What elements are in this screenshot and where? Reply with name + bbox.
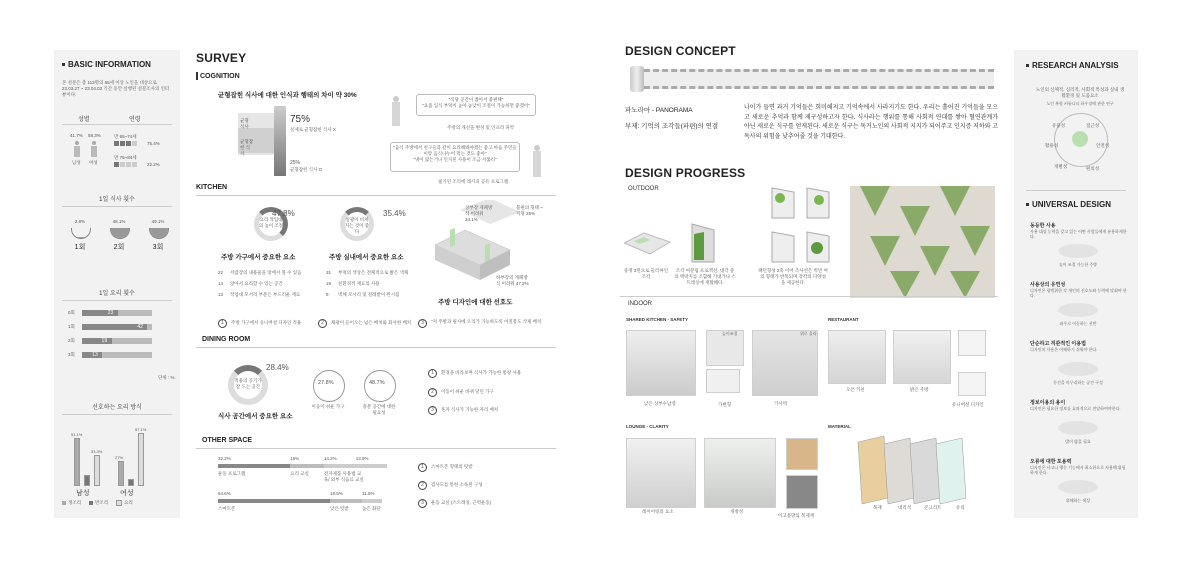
gender-female-label: 여성 (89, 160, 98, 165)
female-person-icon (91, 141, 97, 157)
gender-title: 성별 (78, 117, 90, 123)
ud-item-desc: 디자인의 사용은 이해하기 쉬워야 한다. (1030, 347, 1098, 352)
research-node-5: 개별성 (1054, 164, 1068, 169)
basic-info-title: BASIC INFORMATION (62, 60, 151, 69)
other-pct: 32.2% (218, 456, 231, 461)
ud-item-desc: 사용 대상 능력을 갖고 있는 어떤 사람들에게 유용하게한다. (1030, 229, 1127, 240)
cook-value: 23 (107, 309, 114, 316)
kitchen-list-text: 작업대 모서리 부분은 부드러운 재료 (230, 292, 301, 297)
restaurant-photo-1 (828, 330, 886, 384)
cook-bar-fill (82, 338, 112, 344)
outdoor-caption-1: 중정 3면으로 둘러싸인 조각 (623, 268, 669, 280)
dining-caption: 식사 공간에서 중요한 요소 (218, 413, 293, 420)
outdoor-caption-3: 패턴형성 2축 이어 측사선은 벽면 여의 형태가 반복되며 강각의 다양성을 제공한다. (758, 268, 828, 286)
tiny-label-1: 높이조절 (722, 331, 738, 336)
bowl-fill (111, 228, 129, 238)
cook-row-label: 0회 (68, 310, 75, 315)
dining-circle-2-text: 이동이 쉬운 가구 (311, 404, 345, 409)
other-label: 전자제품 사용법 교육/ 외부 식음료 교실 (323, 471, 364, 483)
other-label: 운동 프로그램 (218, 471, 246, 476)
rest-caption-3: 유니버설 디자인 (952, 402, 984, 407)
dining-circle-2-pct: 27.8% (318, 380, 334, 386)
quote2: "음식 주방에서 친구들과 같이 요리해봐야겠는 좋고 마음 주민들이랑 음식나누어 먹는 것도 좋아" (393, 145, 517, 157)
research-desc: 노인의 신체적, 심리적, 사회적 특성과 실내 생활환경 및 도움요소 (1035, 87, 1125, 99)
quote1: "식당 공간이 좁아서 불편해" (448, 97, 504, 102)
age-1-pct: 75.4% (147, 141, 160, 146)
ud-item-caption: 동선을 마무리하는 공간 구성 (1053, 380, 1103, 385)
square-bullet-icon (1026, 64, 1029, 67)
kitchen-list-num: 14 (218, 281, 224, 286)
pref-legend (62, 500, 133, 506)
other-bar-seg (218, 464, 290, 468)
cognition-side-top: 균형 식사 (240, 118, 249, 130)
kitchen-caption-3: 주방 디자인에 대한 선호도 (438, 299, 513, 306)
other-label: 높은 화단 (362, 506, 381, 511)
ud-item-caption: 발이 밟을 필요 (1065, 439, 1091, 444)
outdoor-panel-c (770, 230, 798, 266)
kitchen-donut-2-text: 일광이 비쳐지는 것이 좋다 (344, 217, 370, 235)
meal-label: 3회 (152, 244, 164, 251)
kitchen-point-3: 3 "저 주방과 필사에 오리가 가능하도록 어질봉도 삭제 배치 (418, 319, 548, 328)
lounge-caption-1: 레이어링의 요소 (642, 509, 674, 514)
other-bar-seg (356, 464, 387, 468)
elderly-figure-2 (530, 145, 544, 181)
pref-bar (138, 433, 144, 486)
research-node-6: 편의성 (1086, 166, 1100, 171)
cook-title: 1일 요리 횟수 (99, 291, 135, 297)
ud-item-title: 정보이용의 용이 (1030, 400, 1066, 406)
pref-group-label: 남성 (76, 490, 90, 497)
ud-item-desc: 디자인은 광범위한 각 개인의 선호도와 능력에 맞춰야 한다. (1030, 288, 1127, 299)
progress-title: DESIGN PROGRESS (625, 166, 746, 180)
quote1b: "요즘 입식 부엌이 높아 높낮이 조절이 가능하면 좋겠어" (422, 103, 530, 109)
ud-item-caption: 위해하는 색상 (1065, 498, 1091, 503)
kitchen-iso-label-2: 불편의 형태 ~지형 26% (516, 205, 543, 217)
dining-header: DINING ROOM (202, 336, 251, 343)
other-pct: 64.6% (218, 491, 231, 496)
lounge-photo-2 (704, 438, 776, 508)
age-2-label: 만 75~84세 (114, 155, 137, 160)
male-person-icon (74, 141, 80, 157)
ud-item-caption: 높이 조절 가능한 주방 (1058, 262, 1098, 267)
dining-point-2: 2 이동이 쉬운 바퀴 달린 가구 (428, 388, 494, 397)
cognition-desc2: 균형잡힌 식사 O (290, 167, 323, 172)
kitchen-donut-1-text: 요리 작업대의 높이 조절 (258, 217, 284, 229)
outdoor-label: OUTDOOR (628, 186, 659, 192)
ud-item-title: 오류에 대한 포용력 (1030, 459, 1072, 465)
ud-item-desc: 디자인은 필요한 정보를 효과적으로 전달하여야한다. (1030, 406, 1121, 411)
shared-caption-3: 가사벽 (774, 401, 788, 406)
age-1-bars (114, 141, 137, 146)
other-bar-seg (290, 464, 324, 468)
lounge-label: LOUNGE - CLARITY (626, 424, 669, 429)
research-node-2: 접근성 (1086, 123, 1100, 128)
outdoor-render (850, 186, 995, 298)
kitchen-list-text: 서랍장의 내용물을 밖에서 볼 수 있음 (230, 270, 302, 275)
shared-photo-1 (626, 330, 696, 396)
pref-bar (94, 455, 100, 486)
meal-pct: 2.8% (74, 219, 86, 224)
cook-row-label: 3회 (68, 352, 75, 357)
ud-item-illustration (1058, 303, 1098, 317)
pref-bar (74, 438, 80, 486)
bowl-icon (149, 228, 169, 239)
kitchen-point-2: 2 채광이 들어오는 넓은 배치와 화사한 배치 (318, 319, 411, 328)
pref-group-label: 여성 (120, 490, 134, 497)
meals-divider (62, 206, 172, 207)
concept-sub: 부제: 기억의 조각들(파편)의 연결 (625, 123, 719, 130)
mat-caption-1: 목재 (873, 505, 882, 510)
cook-value: 19 (101, 337, 108, 344)
cook-row-label: 2회 (68, 338, 75, 343)
meal-label: 1회 (74, 244, 86, 251)
kitchen-list-num: 31 (326, 270, 332, 275)
other-pct: 18.5% (330, 491, 343, 496)
gender-male-label: 남성 (72, 160, 81, 165)
other-bar-seg (330, 499, 362, 503)
meal-pct: 48.1% (112, 219, 126, 224)
kitchen-list-text: 부엌의 색상은 전체적으로 밝은 색채 (338, 270, 409, 275)
dining-circle-3-text: 충분 공간에 대한 필요성 (362, 404, 396, 416)
restaurant-photo-4 (958, 372, 986, 396)
shared-label: SHARED KITCHEN - SAFETY (626, 317, 689, 322)
ud-item-illustration (1058, 421, 1098, 435)
research-node-3: 활용성 (1045, 143, 1059, 148)
basic-info-panel (54, 50, 180, 518)
indoor-divider (620, 296, 998, 297)
legend-1: 반조리 (95, 500, 109, 505)
cognition-desc1: 실제로 균형잡힌 식사 X (290, 127, 336, 132)
ud-item-caption: 좌우로 이동하는 선반 (1059, 321, 1097, 326)
kitchen-iso-label-3: 하부장의 개폐방식 어려워 47.2% (496, 275, 529, 287)
shared-photo-3 (706, 369, 740, 393)
ud-item-illustration (1058, 362, 1098, 376)
quote-box-1 (416, 94, 536, 116)
cognition-headline: 균형잡힌 식사에 대한 인식과 행태의 차이 약 30% (218, 92, 357, 99)
pref-divider (62, 414, 172, 415)
lounge-swatch-wood (786, 438, 818, 470)
pref-bar (128, 479, 134, 486)
square-bullet-icon (196, 72, 198, 80)
film-strip (630, 66, 1000, 92)
concept-body: 나이가 들면 과거 기억들은 희미해지고 기억속에서 사라지기도 한다. 우리는 흩어진 기억들을 모으고 새로운 추억과 함께 재구성하고자 한다. 식사라는 행위를 통해 사회적 연대를 쌓아 혈연관계가 아닌 새로운 식구를 얻게된다. 새로운 식구는 독거노인의 사회적 지지가 되어주고 인지증 저하와 고독사의 위험을 낮추어줄 것을 기대한다. (744, 105, 998, 140)
lounge-swatch-gray (786, 475, 818, 509)
age-1-label: 만 65~74세 (114, 134, 137, 139)
outdoor-caption-2: 조각 여분림 프로젝션, 대각 중의 맥락지를 조합해 기대가나 스트레칭에 재활해다. (674, 268, 736, 286)
dining-point-3: 3 혼자 식사가 가능한 자리 배치 (428, 406, 498, 415)
ud-item-illustration (1058, 480, 1098, 494)
research-core (1072, 131, 1088, 147)
outdoor-site-plan (624, 228, 672, 258)
dining-circle-3-pct: 48.7% (369, 380, 385, 386)
research-node-4: 안전성 (1096, 143, 1110, 148)
other-label: 요리 교실 (290, 471, 309, 476)
gender-female-pct: 58.3% (88, 133, 101, 138)
cook-value: 42 (137, 323, 143, 330)
ud-item-desc: 디자인은 사고나 행동 기능에서 최소한으로 사용해 위험하게 한다. (1030, 465, 1126, 476)
kitchen-iso-label-1: 상부장 개폐방식 어려워 34.1% (465, 205, 493, 223)
gender-divider (62, 124, 172, 125)
other-pct: 13.9% (355, 456, 369, 461)
other-point-1: 1 스마트폰 형태의 텃밭 (418, 463, 473, 472)
other-label: 스마트폰 (218, 506, 236, 511)
cognition-header: COGNITION (196, 72, 240, 80)
gender-male-pct: 41.7% (70, 133, 83, 138)
other-pct: 15% (290, 456, 300, 461)
mat-caption-3: 콘크리트 (924, 505, 942, 510)
outdoor-panel-d (805, 230, 833, 266)
cook-row-label: 1회 (68, 324, 75, 329)
cognition-pct2: 25% (290, 160, 301, 166)
bowl-fill (72, 237, 90, 238)
legend-2: 요리 (124, 500, 133, 505)
outdoor-panel-b (805, 186, 833, 222)
material-label: MATERIAL (828, 424, 851, 429)
other-bar-seg (362, 499, 382, 503)
rest-caption-2: 밝은 주방 (910, 387, 929, 392)
kitchen-list-num: 22 (218, 270, 224, 275)
kitchen-point-1: 1 주방 가구에서 유니버설 디자인 적용 (218, 319, 301, 328)
other-point-2: 2 검사도를 통한 소독된 구성 (418, 481, 483, 490)
ud-item-title: 단순하고 직관적인 이용법 (1030, 341, 1086, 347)
kitchen-caption-1: 주방 가구에서 중요한 요소 (221, 254, 296, 261)
kitchen-divider (196, 195, 556, 196)
quote-box-2 (390, 142, 520, 172)
meals-title: 1일 식사 횟수 (99, 197, 135, 203)
outdoor-wedge (690, 222, 718, 266)
other-divider (196, 448, 556, 449)
kitchen-donut-2-pct: 35.4% (383, 209, 406, 218)
elderly-figure-1 (390, 96, 402, 130)
material-panels (854, 434, 974, 506)
restaurant-photo-3 (958, 330, 986, 356)
research-node-1: 유용성 (1052, 123, 1066, 128)
cognition-bar (274, 106, 286, 176)
square-bullet-icon (1026, 203, 1029, 206)
other-bar-seg (324, 464, 356, 468)
square-bullet-icon (62, 63, 65, 66)
ud-title: UNIVERSAL DESIGN (1026, 200, 1111, 209)
concept-name: 파노라마 - PANORAMA (625, 107, 693, 114)
kitchen-list-text: 친환경적 재료의 사용 (338, 281, 380, 286)
pref-value: 57.1% (135, 426, 147, 432)
basic-intro: 본 설문은 총 113명의 65세 이상 노인을 대상으로 23.03.27 ~ 23.04.03 기간 동안 실행된 설문조사의 인터뷰이다. (62, 80, 170, 98)
shared-caption-2: 가변형 (718, 402, 732, 407)
kitchen-list-num: 9 (326, 292, 329, 297)
ud-item-illustration (1058, 244, 1098, 258)
other-pct: 14.2% (323, 456, 337, 461)
survey-title: SURVEY (196, 51, 247, 65)
mat-caption-4: 유리 (956, 505, 965, 510)
restaurant-label: RESTAURANT (828, 317, 859, 322)
pref-bar (84, 475, 90, 486)
outdoor-panel-a (770, 186, 798, 222)
quote2b: "냉이 많는거나 인지된 사용이 조금 서툴러" (413, 157, 497, 163)
other-point-3: 3 운동 교실 (스트레칭, 근력운동) (418, 499, 491, 508)
lounge-photo-1 (626, 438, 696, 508)
pref-value: 27% (115, 454, 124, 460)
kitchen-list-text: 앉아서 요리할 수 있는 공간 (230, 281, 283, 286)
other-pct: 11.5% (362, 491, 375, 496)
bowl-icon (110, 228, 130, 239)
kitchen-donut-1-pct: 47.8% (272, 209, 295, 218)
caption2: 필기된 조리에 레시피 공유 프로그램 (438, 179, 509, 184)
ud-divider (1026, 190, 1126, 191)
lounge-caption-2: 개방성 (730, 509, 744, 514)
cook-value: 13 (92, 351, 98, 358)
kitchen-list-num: 13 (218, 292, 224, 297)
age-title: 연령 (129, 117, 141, 123)
concept-title: DESIGN CONCEPT (625, 44, 736, 58)
green-wall-pattern (850, 186, 995, 298)
kitchen-list-num: 19 (326, 281, 332, 286)
kitchen-list-text: 벽체 모서리 및 걸레받이 완시됨 (338, 292, 400, 297)
ud-item-title: 동등한 사용 (1030, 223, 1056, 229)
caption1: 주방의 개선을 변경 및 인프라 파악 (447, 125, 515, 130)
meal-label: 2회 (113, 244, 125, 251)
cognition-pct1: 75% (290, 114, 311, 125)
tiny-label-2: 위로 올라 (800, 331, 817, 336)
pref-value: 33.3% (91, 448, 103, 454)
other-header: OTHER SPACE (202, 437, 253, 444)
research-desc2: 노인 복합 커뮤니티 하우징에 관한 연구 (1046, 101, 1114, 106)
indoor-label: INDOOR (628, 301, 652, 307)
kitchen-header: KITCHEN (196, 184, 228, 191)
kitchen-caption-2: 주방 실내에서 중요한 요소 (329, 254, 404, 261)
cook-unit: 단위 : % (158, 375, 175, 380)
dining-point-1: 1 환경을 바라보며 식사가 가능한 통창 사용 (428, 369, 521, 378)
ud-item-title: 사용상의 유연성 (1030, 282, 1066, 288)
pref-bar (118, 461, 124, 486)
legend-0: 생조리 (68, 500, 82, 505)
bowl-icon (71, 228, 91, 239)
pref-title: 선호하는 요리 방식 (92, 405, 142, 411)
research-title: RESEARCH ANALYSIS (1026, 61, 1119, 70)
other-label: 낮은 텃밭 (330, 506, 349, 511)
bowl-fill (150, 228, 168, 238)
lounge-caption-3: 이고흥망의 복제재 (778, 513, 815, 518)
age-2-bars (114, 162, 137, 167)
age-2-pct: 22.2% (147, 162, 160, 167)
meal-pct: 49.1% (151, 219, 165, 224)
dining-donut-1-pct: 28.4% (266, 363, 289, 372)
cognition-side-bottom: 균형잡힌 식사 (240, 139, 254, 157)
restaurant-photo-2 (893, 330, 951, 384)
mat-caption-2: 대리석 (898, 505, 912, 510)
shared-photo-4 (752, 330, 818, 396)
rest-caption-1: 오픈 키친 (846, 387, 865, 392)
shared-caption-1: 낮은 상부수납장 (644, 401, 676, 406)
other-bar-seg (218, 499, 330, 503)
dining-donut-1-text: 적용의 공기가 잘 드는 공간 (234, 378, 262, 390)
dining-divider (196, 347, 556, 348)
pref-value: 51.1% (71, 432, 83, 438)
cook-divider (62, 300, 172, 301)
